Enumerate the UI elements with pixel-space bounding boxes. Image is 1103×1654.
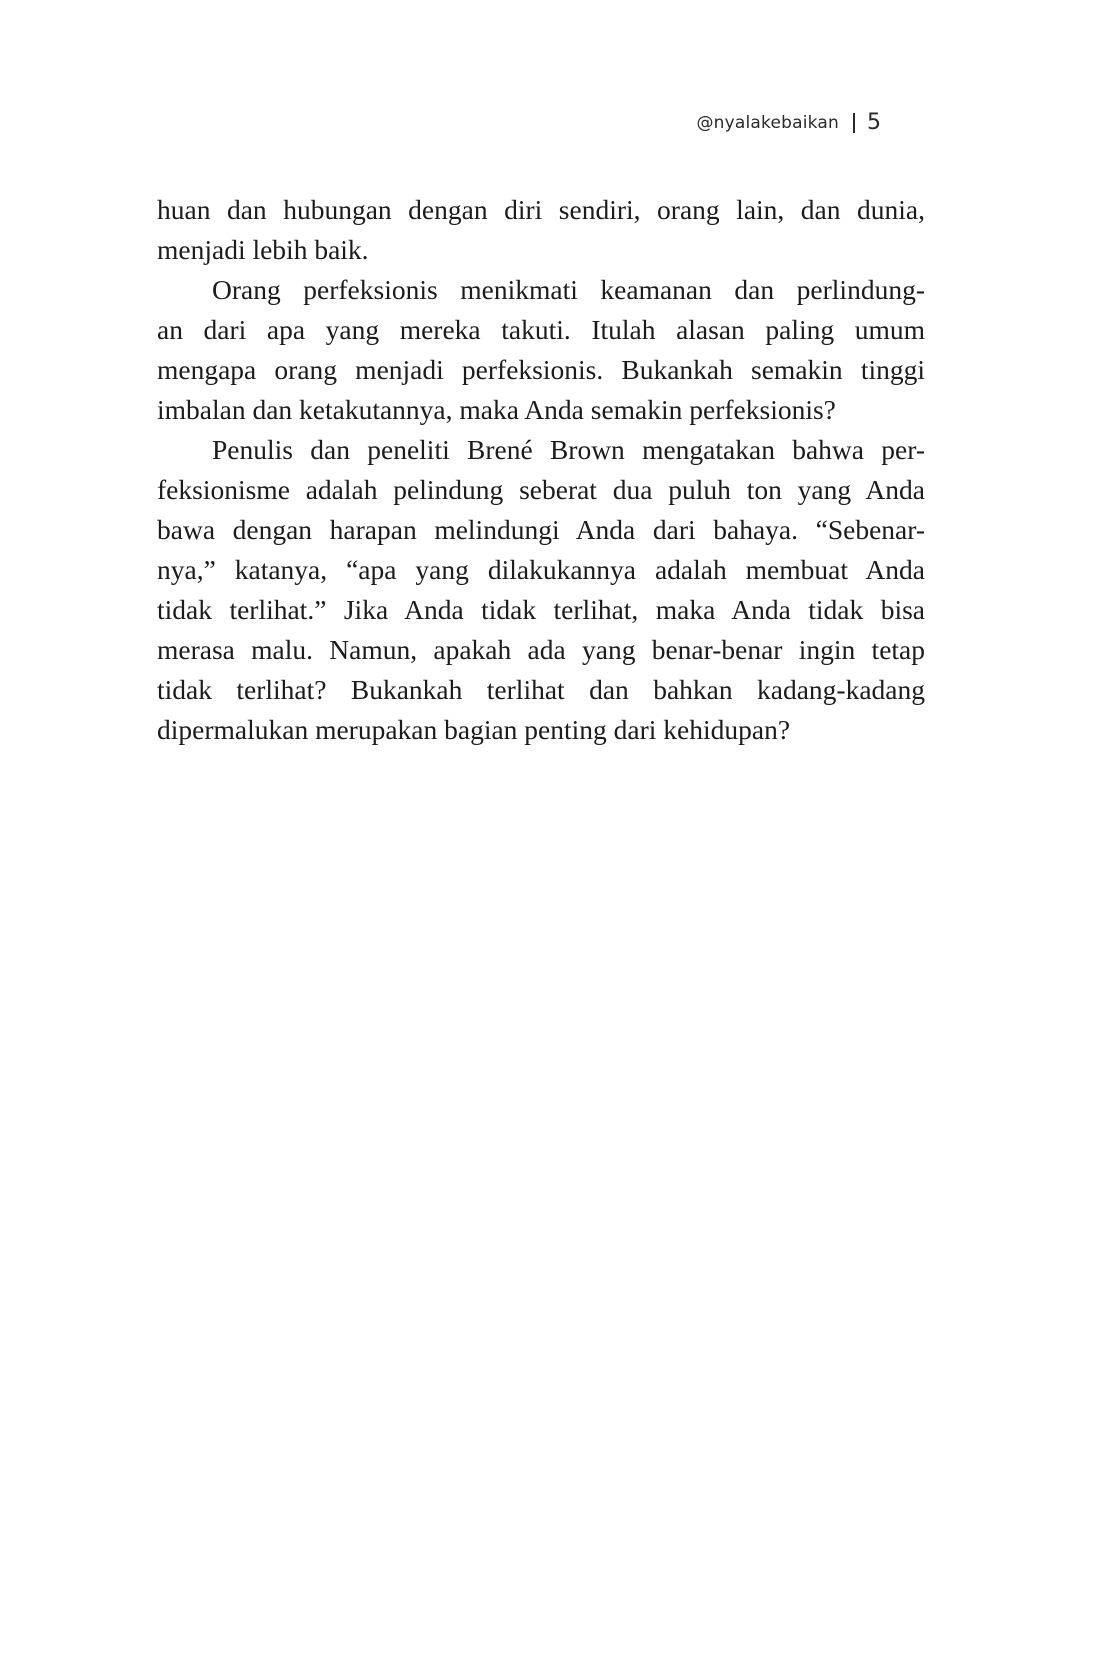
text-line: mengapa orang menjadi perfeksionis. Bukankah semakin tinggi xyxy=(157,354,925,385)
body-text xyxy=(157,190,925,750)
text-line: menjadi lebih baik. xyxy=(157,234,369,265)
text-line: nya,” katanya, “apa yang dilakukannya adalah membuat Anda xyxy=(157,554,925,585)
text-line: Orang perfeksionis menikmati keamanan dan perlindung- xyxy=(212,274,925,305)
paragraph xyxy=(157,270,925,430)
text-line: huan dan hubungan dengan diri sendiri, orang lain, dan dunia, xyxy=(157,194,925,225)
text-line: imbalan dan ketakutannya, maka Anda semakin perfeksionis? xyxy=(157,394,836,425)
text-line: feksionisme adalah pelindung seberat dua puluh ton yang Anda xyxy=(157,474,925,505)
header-separator xyxy=(853,113,855,133)
text-line: merasa malu. Namun, apakah ada yang benar-benar ingin tetap xyxy=(157,634,925,665)
text-line: tidak terlihat.” Jika Anda tidak terlihat, maka Anda tidak bisa xyxy=(157,594,925,625)
text-line: an dari apa yang mereka takuti. Itulah alasan paling umum xyxy=(157,314,925,345)
text-line: bawa dengan harapan melindungi Anda dari bahaya. “Sebenar- xyxy=(157,514,925,545)
text-line: Penulis dan peneliti Brené Brown mengatakan bahwa per- xyxy=(212,434,925,465)
page-number: 5 xyxy=(867,110,881,135)
text-line: tidak terlihat? Bukankah terlihat dan bahkan kadang-kadang xyxy=(157,674,925,705)
text-line: dipermalukan merupakan bagian penting dari kehidupan? xyxy=(157,714,791,745)
paragraph xyxy=(157,430,925,750)
paragraph xyxy=(157,190,925,270)
running-header xyxy=(696,110,881,135)
header-handle: @nyalakebaikan xyxy=(696,112,839,133)
